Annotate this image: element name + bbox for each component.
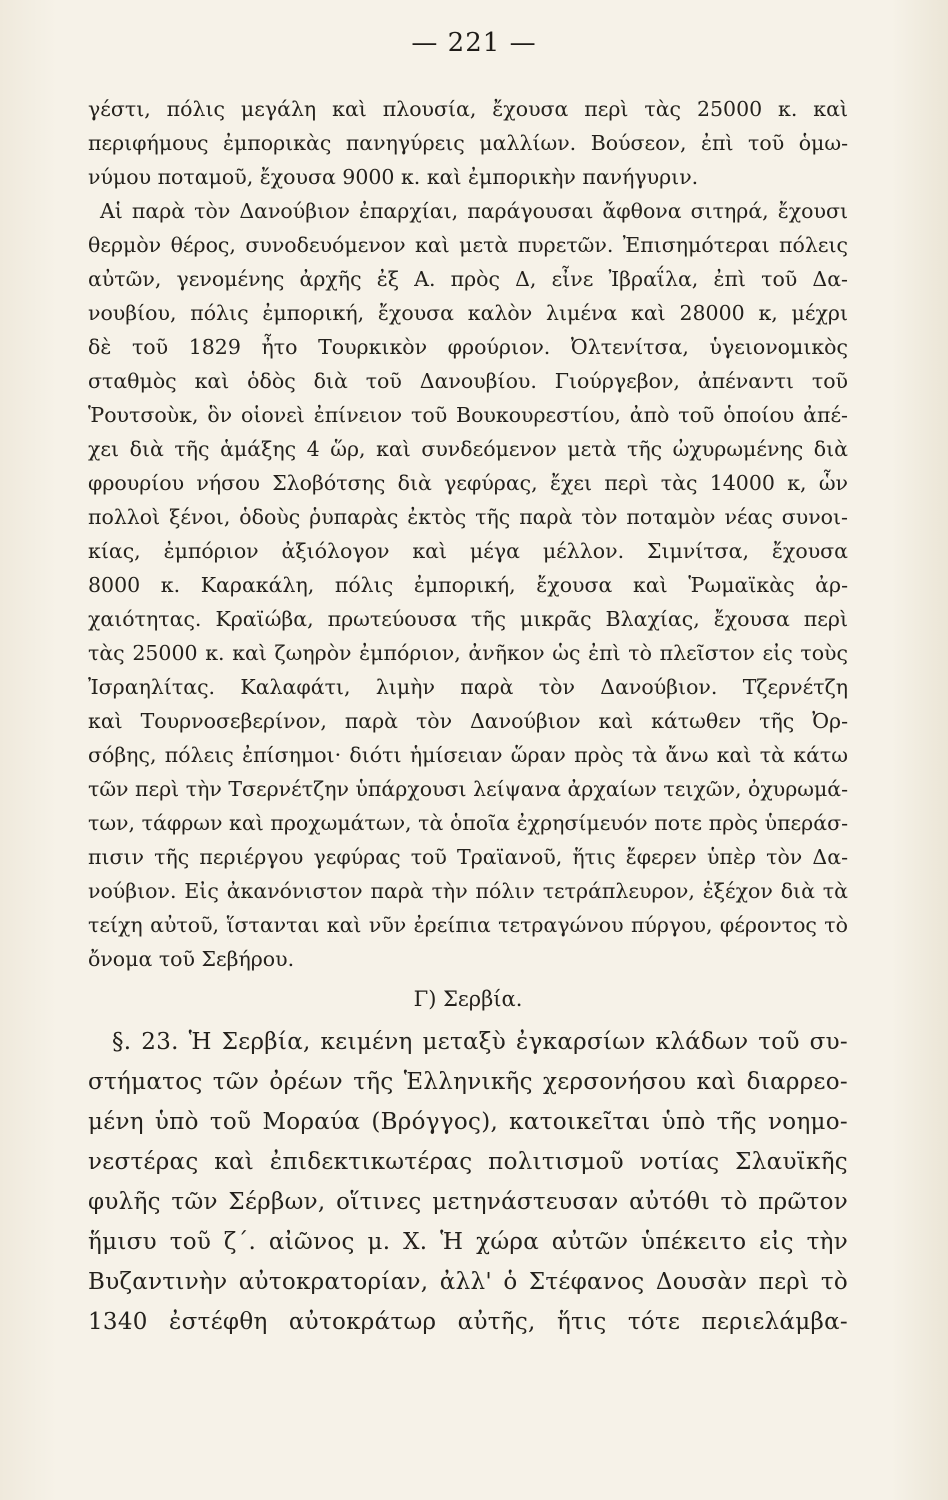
text-line: Ἰσραηλίτας. Καλαφάτι, λιμὴν παρὰ τὸν Δανούβιον. Τζερνέτζη: [88, 675, 848, 699]
page-number-header: — 221 —: [411, 28, 537, 58]
text-line: νούβιον. Εἰς ἀκανόνιστον παρὰ τὴν πόλιν τετράπλευρον, ἐξέχον διὰ τὰ: [88, 879, 848, 903]
text-line: καὶ Τουρνοσεβερίνον, παρὰ τὸν Δανούβιον καὶ κάτωθεν τῆς Ὀρ-: [88, 709, 848, 733]
text-line: γέστι, πόλις μεγάλη καὶ πλουσία, ἔχουσα περὶ τὰς 25000 κ. καὶ: [88, 97, 848, 121]
text-line: νεστέρας καὶ ἐπιδεκτικωτέρας πολιτισμοῦ νοτίας Σλαυϊκῆς: [88, 1149, 848, 1175]
text-line: τείχη αὐτοῦ, ἵστανται καὶ νῦν ἐρείπια τετραγώνου πύργου, φέροντος τὸ: [88, 913, 848, 937]
text-line: 1340 ἐστέφθη αὐτοκράτωρ αὐτῆς, ἥτις τότε περιελάμβα-: [88, 1309, 848, 1335]
text-line: Βυζαντινὴν αὐτοκρατορίαν, ἀλλ' ὁ Στέφανος Δουσὰν περὶ τὸ: [88, 1269, 848, 1295]
text-line: χει διὰ τῆς ἁμάξης 4 ὥρ, καὶ συνδεόμενον μετὰ τῆς ὠχυρωμένης διὰ: [88, 437, 848, 461]
text-line: δὲ τοῦ 1829 ἦτο Τουρκικὸν φρούριον. Ὀλτενίτσα, ὑγειονομικὸς: [88, 335, 848, 359]
section-heading: Γ) Σερβία.: [413, 987, 523, 1011]
text-line: πισιν τῆς περιέργου γεφύρας τοῦ Τραϊανοῦ, ἥτις ἔφερεν ὑπὲρ τὸν Δα-: [88, 845, 848, 869]
text-line: θερμὸν θέρος, συνοδευόμενον καὶ μετὰ πυρετῶν. Ἐπισημότεραι πόλεις: [88, 233, 848, 257]
text-line: νουβίου, πόλις ἐμπορική, ἔχουσα καλὸν λιμένα καὶ 28000 κ, μέχρι: [88, 301, 848, 325]
text-line: φυλῆς τῶν Σέρβων, οἵτινες μετηνάστευσαν αὐτόθι τὸ πρῶτον: [88, 1189, 848, 1215]
text-line: νύμου ποταμοῦ, ἔχουσα 9000 κ. καὶ ἐμπορικὴν πανήγυριν.: [88, 165, 699, 189]
text-line: Ῥουτσοὺκ, ὃν οἱονεὶ ἐπίνειον τοῦ Βουκουρεστίου, ἀπὸ τοῦ ὁποίου ἀπέ-: [88, 403, 848, 427]
text-line: ὄνομα τοῦ Σεβήρου.: [88, 947, 295, 971]
text-line: τῶν περὶ τὴν Τσερνέτζην ὑπάρχουσι λείψανα ἀρχαίων τειχῶν, ὀχυρωμά-: [88, 777, 848, 801]
text-line: στήματος τῶν ὀρέων τῆς Ἑλληνικῆς χερσονήσου καὶ διαρρεο-: [88, 1069, 848, 1095]
text-line: κίας, ἐμπόριον ἀξιόλογον καὶ μέγα μέλλον. Σιμνίτσα, ἔχουσα: [88, 539, 848, 563]
text-line: αὐτῶν, γενομένης ἀρχῆς ἐξ Α. πρὸς Δ, εἶνε Ἰβραΐλα, ἐπὶ τοῦ Δα-: [88, 267, 848, 291]
text-line: σταθμὸς καὶ ὁδὸς διὰ τοῦ Δανουβίου. Γιούργεβον, ἀπέναντι τοῦ: [88, 369, 848, 393]
text-line: 8000 κ. Καρακάλη, πόλις ἐμπορική, ἔχουσα καὶ Ῥωμαϊκὰς ἀρ-: [88, 573, 848, 597]
text-line: πολλοὶ ξένοι, ὁδοὺς ῥυπαρὰς ἐκτὸς τῆς παρὰ τὸν ποταμὸν νέας συνοι-: [88, 505, 848, 529]
text-line: περιφήμους ἐμπορικὰς πανηγύρεις μαλλίων. Βούσεον, ἐπὶ τοῦ ὁμω-: [88, 131, 848, 155]
text-line: Αἱ παρὰ τὸν Δανούβιον ἐπαρχίαι, παράγουσαι ἄφθονα σιτηρά, ἔχουσι: [100, 199, 848, 223]
text-line: των, τάφρων καὶ προχωμάτων, τὰ ὁποῖα ἐχρησίμευόν ποτε πρὸς ὑπεράσ-: [88, 811, 848, 835]
page-body: [88, 92, 848, 1342]
text-line: ἥμισυ τοῦ ζ΄. αἰῶνος μ. Χ. Ἡ χώρα αὐτῶν ὑπέκειτο εἰς τὴν: [88, 1229, 848, 1255]
text-line: §. 23. Ἡ Σερβία, κειμένη μεταξὺ ἐγκαρσίων κλάδων τοῦ συ-: [112, 1029, 848, 1055]
text-line: φρουρίου νήσου Σλοβότσης διὰ γεφύρας, ἔχει περὶ τὰς 14000 κ, ὧν: [88, 471, 848, 495]
text-line: χαιότητας. Κραϊώβα, πρωτεύουσα τῆς μικρᾶς Βλαχίας, ἔχουσα περὶ: [88, 607, 848, 631]
text-line: μένη ὑπὸ τοῦ Μοραύα (Βρόγγος), κατοικεῖται ὑπὸ τῆς νοημο-: [88, 1109, 848, 1135]
text-line: τὰς 25000 κ. καὶ ζωηρὸν ἐμπόριον, ἀνῆκον ὡς ἐπὶ τὸ πλεῖστον εἰς τοὺς: [88, 641, 848, 665]
text-line: σόβης, πόλεις ἐπίσημοι· διότι ἡμίσειαν ὥραν πρὸς τὰ ἄνω καὶ τὰ κάτω: [88, 743, 848, 767]
